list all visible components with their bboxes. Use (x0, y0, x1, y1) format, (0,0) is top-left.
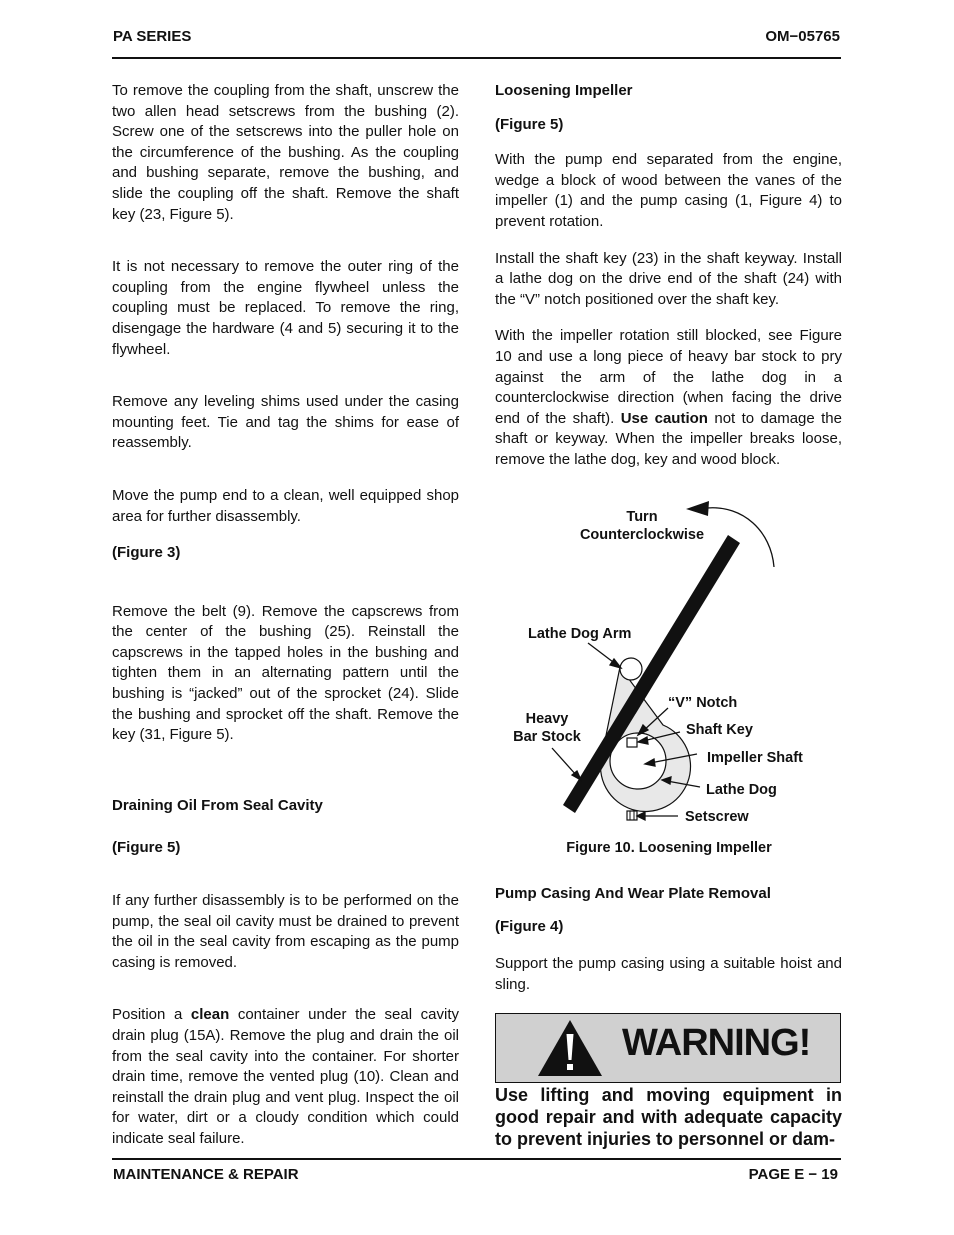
label-shaft-key: Shaft Key (686, 722, 753, 738)
label-heavy: Heavy (525, 711, 569, 727)
figure-caption: Figure 10. Loosening Impeller (566, 840, 772, 856)
lathe-dog-arm-circle (620, 658, 642, 680)
paragraph-wedge-block: With the pump end separated from the engine, wedge a block of wood between the vanes of the impeller (1) and the pump casing (1, Figure 4) to prevent rotation. (495, 151, 842, 230)
label-counterclockwise: Counterclockwise (579, 527, 705, 543)
right-column (495, 81, 842, 471)
turn-arrowhead (686, 501, 709, 516)
text-position-b: container under the seal cavity drain plug (15A). Remove the plug and drain the oil from the seal cavity into the container. For shorter drain time, remove the vented plug (10). Clean and reinstall the drain plug and vent plug. Inspect the oil for water, dirt or a cloudy condition which could indicate seal failure. (112, 1006, 459, 1147)
paragraph-shims: Remove any leveling shims used under the casing mounting feet. Tie and tag the shims for ease of reassembly. (112, 393, 459, 452)
shaft-key-rect (627, 738, 637, 747)
figure-3-reference: (Figure 3) (112, 544, 181, 562)
text-pry-b: not to damage the shaft or keyway. When the impeller breaks loose, remove the lathe dog, key and wood block. (495, 409, 842, 468)
heading-loosening-impeller: Loosening Impeller (495, 82, 633, 99)
paragraph-pry-lathe-dog (495, 326, 842, 470)
heading-casing-removal: Pump Casing And Wear Plate Removal (495, 885, 771, 902)
paragraph-position-container (112, 1005, 459, 1149)
figure-5-reference-right: (Figure 5) (495, 115, 564, 133)
footer-rule (112, 1158, 841, 1160)
label-lathe-dog: Lathe Dog (706, 782, 777, 798)
footer-section: MAINTENANCE & REPAIR (113, 1166, 299, 1183)
text-use-caution-bold: Use caution (620, 409, 708, 427)
arrow-setscrew (637, 812, 645, 820)
paragraph-outer-ring: It is not necessary to remove the outer ring of the coupling from the engine flywheel unless the coupling must be replaced. To remove the ring, disengage the hardware (4 and 5) securing it to the flywheel. (112, 258, 459, 358)
left-column (112, 81, 459, 1150)
paragraph-support-casing: Support the pump casing using a suitable hoist and sling. (495, 955, 842, 993)
setscrew-rect (627, 811, 637, 820)
header-series: PA SERIES (113, 28, 192, 45)
paragraph-coupling-removal: To remove the coupling from the shaft, unscrew the two allen head setscrews from the bushing (2). Screw one of the setscrews into the puller hole on the circumference of the bushing. As the coupling and bushing separate, remove the bushing, and slide the coupling off the shaft. Remove the shaft key (23, Figure 5). (112, 82, 459, 223)
label-turn: Turn (626, 509, 658, 525)
right-column-lower (495, 884, 842, 995)
warning-triangle-icon (536, 1018, 604, 1078)
text-position-a: Position a (112, 1006, 191, 1024)
warning-box (495, 1013, 841, 1083)
warning-text: Use lifting and moving equipment in good repair and with adequate capacity to prevent injuries to personnel or dam- (495, 1085, 842, 1149)
label-bar-stock: Bar Stock (513, 729, 581, 745)
paragraph-move-pump: Move the pump end to a clean, well equipped shop area for further disassembly. (112, 486, 459, 525)
paragraph-install-key: Install the shaft key (23) in the shaft keyway. Install a lathe dog on the drive end of the shaft (24) with the “V” notch positioned over the shaft key. (495, 249, 842, 308)
label-impeller-shaft: Impeller Shaft (707, 750, 803, 766)
header-doc-number: OM−05765 (765, 28, 840, 45)
warning-title: WARNING! (622, 1022, 811, 1064)
label-v-notch: “V” Notch (668, 695, 738, 711)
figure-5-reference: (Figure 5) (112, 839, 181, 857)
text-pry-a: With the impeller rotation still blocked, see Figure 10 and use a long piece of heavy bar stock to pry against the arm of the lathe dog in a counterclockwise direction (when facing the drive end of the shaft). (495, 327, 842, 427)
text-clean-bold: clean (190, 1006, 230, 1024)
footer-page-number: PAGE E − 19 (748, 1166, 838, 1183)
header-rule (112, 57, 841, 59)
heading-draining-oil: Draining Oil From Seal Cavity (112, 796, 323, 814)
paragraph-belt-removal: Remove the belt (9). Remove the capscrews from the center of the bushing (25). Reinstall the capscrews in the tapped holes in the bushing and tighten them in an alternating pattern until the bushing is “jacked” out of the sprocket (24). Slide the bushing and sprocket off the shaft. Remove the key (31, Figure 5). (112, 602, 459, 744)
label-lathe-dog-arm: Lathe Dog Arm (528, 626, 632, 642)
label-setscrew: Setscrew (685, 809, 749, 825)
figure-4-reference: (Figure 4) (495, 917, 564, 935)
leader-heavy-bar (552, 748, 577, 776)
paragraph-drain-seal-cavity: If any further disassembly is to be performed on the pump, the seal oil cavity must be drained to prevent the oil in the seal cavity from escaping as the pump casing is removed. (112, 892, 459, 971)
figure-loosening-impeller (495, 495, 842, 870)
